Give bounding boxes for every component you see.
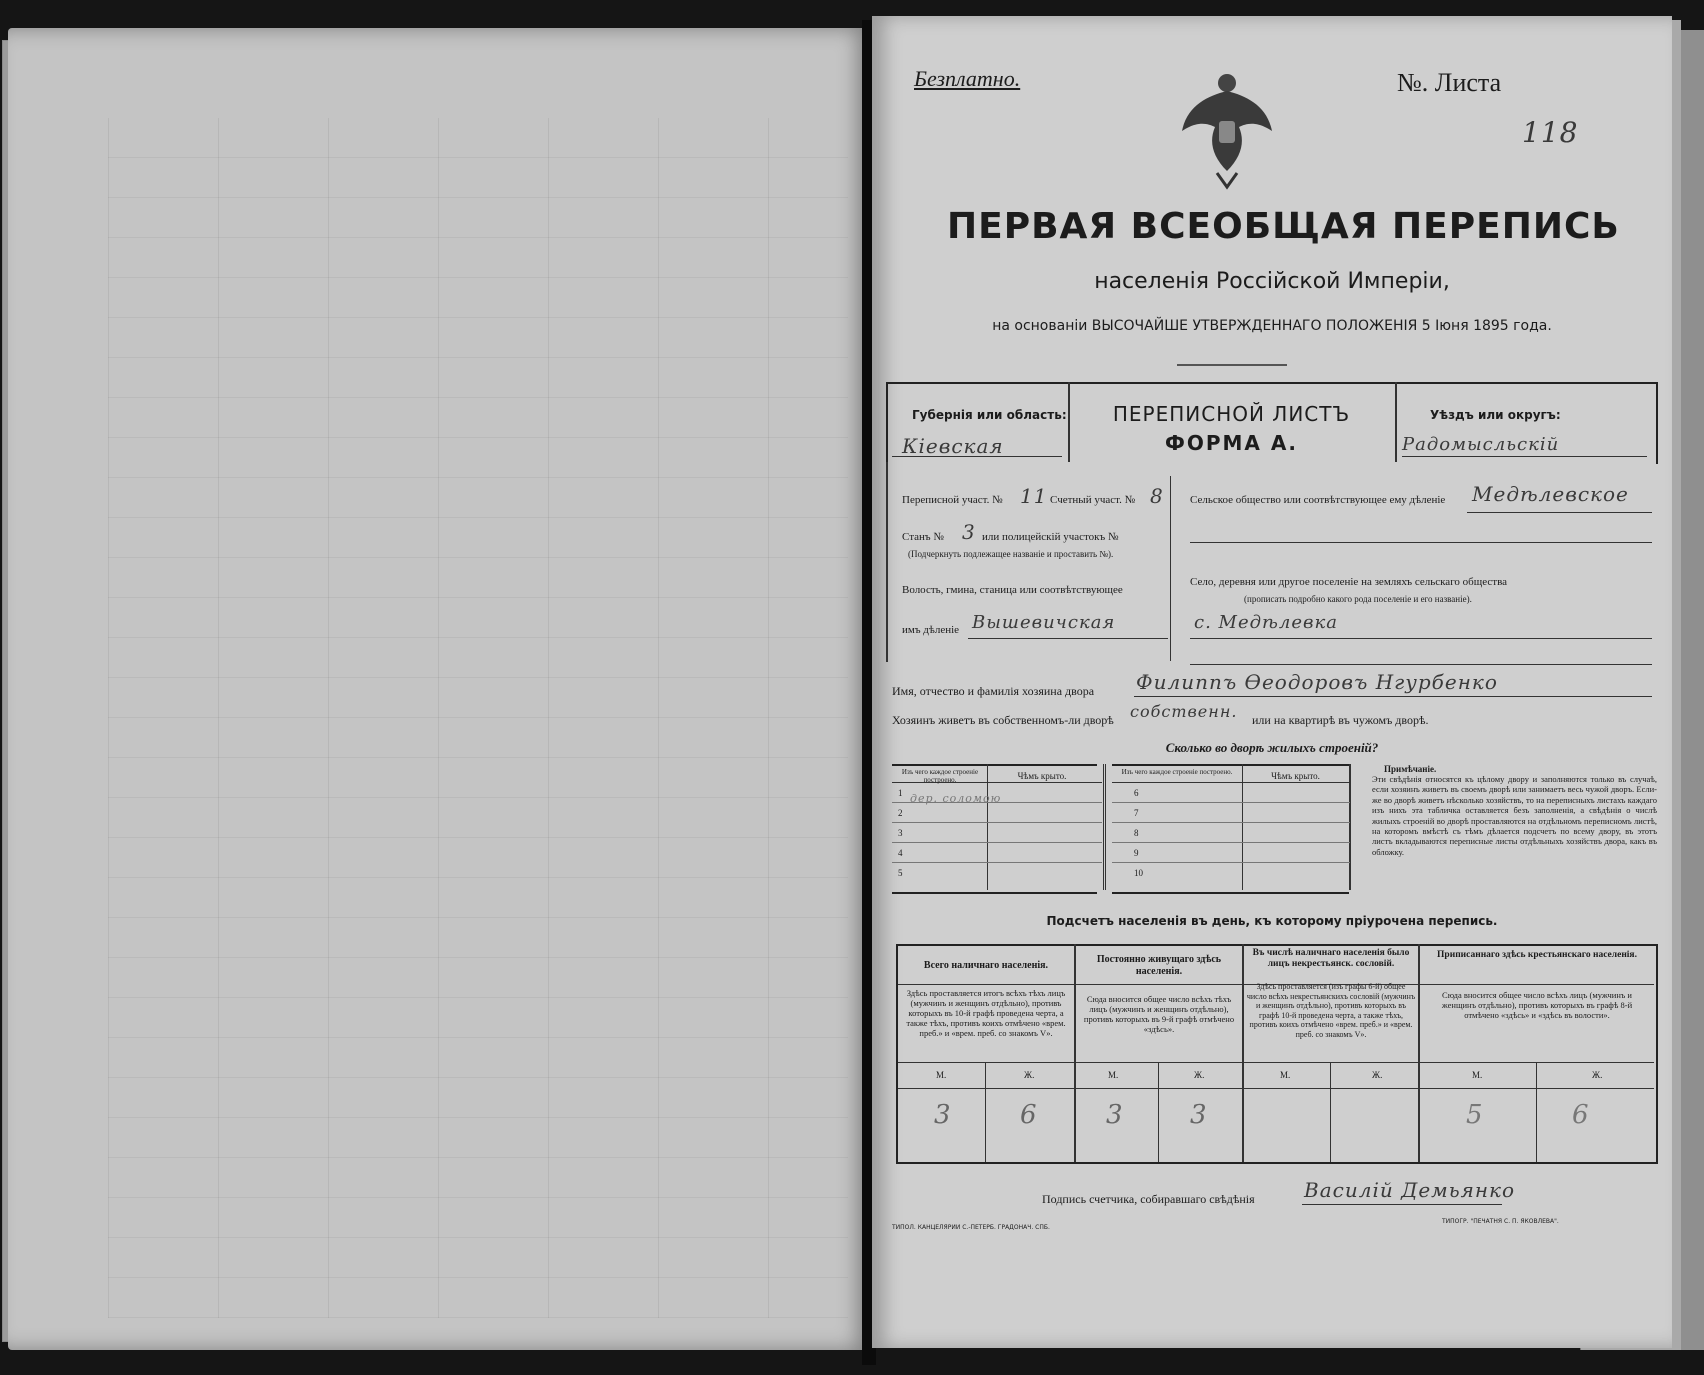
count-f-value: 6	[1572, 1100, 1590, 1130]
village-underline-1	[1190, 638, 1652, 639]
volost-label: Волость, гмина, станица или соотвѣтствующее	[902, 584, 1123, 596]
count-f-label: Ж.	[1372, 1070, 1383, 1080]
underline-note: (Подчеркнуть подлежащее названіе и проставить №).	[908, 549, 1114, 559]
count-m-label: М.	[1280, 1070, 1291, 1080]
note-text: Эти свѣдѣнія относятся къ цѣлому двору и заполняются только въ случаѣ, если хозяинъ живетъ въ своемъ дворѣ или занимаетъ весь чужой дворъ. Если-же во дворѣ живетъ нѣсколько хозяйствъ, то на переписныхъ листахъ каждаго изъ нихъ эта табличка оставляется безъ заполненія, а свѣдѣнія о числѣ жилыхъ строеній во дворѣ проставляются на отдѣльномъ переписномъ листѣ, на которомъ вмѣстѣ съ тѣмъ дѣлается подсчетъ по всему двору, въ этотъ листъ вкладываются переписные листы отдѣльныхъ хозяйствъ двора, какъ въ обложку.	[1372, 774, 1657, 857]
census-form-page	[872, 16, 1672, 1348]
ornament-divider	[1177, 364, 1287, 366]
count-f-label: Ж.	[1592, 1070, 1603, 1080]
buildings-row-line	[1112, 862, 1350, 863]
details-divider	[1170, 476, 1171, 661]
count-col-header: Всего наличнаго населенія.	[923, 960, 1049, 971]
count-mf-divider	[1330, 1062, 1331, 1162]
uezd-value: Радомысльскій	[1402, 434, 1560, 455]
details-left-border	[886, 462, 888, 662]
stan-suffix: или полицейскій участокъ №	[982, 531, 1119, 543]
count-m-label: М.	[1108, 1070, 1119, 1080]
buildings-table-right	[1112, 764, 1349, 894]
count-mf-divider	[1536, 1062, 1537, 1162]
count-m-label: М.	[1472, 1070, 1483, 1080]
buildings-col-material-left: Изъ чего каждое строеніе построено.	[901, 768, 979, 784]
left-page	[8, 28, 872, 1350]
count-col-desc: Сюда вносится общее число всѣхъ лицъ (мужчинъ и женщинъ отдѣльно), противъ которыхъ въ графѣ 8-й отмѣчено «здѣсь» и «здѣсь въ волости».	[1441, 990, 1633, 1020]
buildings-row-line	[892, 822, 1102, 823]
counting-district-label: Счетный участ. №	[1050, 494, 1136, 506]
buildings-question: Сколько во дворѣ жилыхъ строеній?	[1165, 740, 1379, 755]
village-label: Село, деревня или другое поселеніе на земляхъ сельскаго общества	[1190, 576, 1508, 588]
count-f-value: 6	[1020, 1100, 1038, 1130]
buildings-col-roof-right: Чѣмъ крыто.	[1271, 771, 1320, 781]
village-value: с. Медѣлевка	[1194, 612, 1338, 633]
buildings-col-material-right: Изъ чего каждое строеніе построено.	[1121, 768, 1233, 776]
count-col-divider	[1242, 944, 1244, 1162]
uezd-label: Уѣздъ или округъ:	[1430, 408, 1561, 422]
owner-value: Филиппъ Өеодоровъ Нгурбенко	[1136, 670, 1498, 694]
village-note: (прописать подробно какого рода поселеніе и его названіе).	[1244, 594, 1472, 604]
count-col-divider	[1074, 944, 1076, 1162]
buildings-row-number: 4	[898, 848, 903, 858]
buildings-row-line	[892, 802, 1102, 803]
count-col-desc: Здѣсь проставляется итогъ всѣхъ тѣхъ лицъ (мужчинъ и женщинъ отдѣльно), противъ которыхъ въ 10-й графѣ проведена черта, а также тѣхъ, противъ коихъ отмѣчено «врем. преб.» и «врем. преб. со знакомъ V».	[906, 988, 1066, 1038]
census-subtitle: населенія Россійской Имперіи,	[1094, 269, 1450, 294]
count-mf-line-bottom	[898, 1088, 1654, 1089]
society-label: Сельское общество или соотвѣтствующее ему дѣленіе	[1190, 494, 1446, 506]
count-mf-divider	[985, 1062, 986, 1162]
owner-underline	[1134, 696, 1652, 697]
census-district-label: Переписной участ. №	[902, 494, 1003, 506]
count-col-header: Въ числѣ наличнаго населенія было лицъ некрестьянск. сословій.	[1252, 948, 1410, 969]
buildings-row-number: 5	[898, 868, 903, 878]
count-mf-divider	[1158, 1062, 1159, 1162]
buildings-row1-value: дер. соломою	[910, 792, 1002, 805]
buildings-row-number: 8	[1134, 828, 1139, 838]
count-col-header: Приписаннаго здѣсь крестьянскаго населенія.	[1437, 950, 1637, 960]
buildings-row-number: 1	[898, 788, 903, 798]
stan-label: Станъ №	[902, 531, 944, 543]
society-value: Медѣлевское	[1472, 482, 1629, 506]
volost-value: Вышевичская	[972, 612, 1116, 633]
count-mf-line	[898, 1062, 1654, 1063]
count-col-desc: Сюда вносится общее число всѣхъ тѣхъ лицъ (мужчинъ и женщинъ отдѣльно), противъ которыхъ въ 9-й графѣ отмѣчено «здѣсь».	[1083, 994, 1235, 1034]
sheet-number-label: №. Листа	[1397, 68, 1502, 97]
volost-underline	[968, 638, 1168, 639]
census-basis: на основаніи ВЫСОЧАЙШЕ УТВЕРЖДЕННАГО ПОЛОЖЕНІЯ 5 Іюня 1895 года.	[992, 318, 1552, 334]
stan-value: 3	[962, 520, 976, 544]
free-label: Безплатно.	[914, 66, 1021, 91]
count-f-label: Ж.	[1024, 1070, 1035, 1080]
sheet-number-value: 118	[1522, 116, 1579, 149]
lives-label: Хозяинъ живетъ въ собственномъ-ли дворѣ	[892, 713, 1114, 727]
count-col-header: Постоянно живущаго здѣсь населенія.	[1096, 954, 1222, 977]
signature-label: Подпись счетчика, собиравшаго свѣдѣнія	[1042, 1192, 1255, 1206]
count-f-value: 3	[1190, 1100, 1208, 1130]
left-page-grid	[108, 118, 848, 1318]
double-headed-eagle-emblem	[1177, 61, 1277, 191]
lives-suffix: или на квартирѣ въ чужомъ дворѣ.	[1252, 713, 1429, 727]
count-f-label: Ж.	[1194, 1070, 1205, 1080]
buildings-row-number: 7	[1134, 808, 1139, 818]
printer-left: ТИПОЛ. КАНЦЕЛЯРИИ С.-ПЕТЕРБ. ГРАДОНАЧ. СПБ.	[892, 1224, 1050, 1231]
buildings-row-number: 2	[898, 808, 903, 818]
buildings-row-line	[892, 842, 1102, 843]
buildings-table-center-divider	[1103, 764, 1106, 890]
buildings-row-line	[1112, 802, 1350, 803]
count-col-divider	[1418, 944, 1420, 1162]
society-underline-2	[1190, 542, 1652, 543]
count-title: Подсчетъ населенія въ день, къ которому пріурочена перепись.	[1046, 914, 1498, 928]
buildings-row-line	[1112, 822, 1350, 823]
counting-district-value: 8	[1150, 484, 1164, 508]
count-col-desc: Здѣсь проставляется (изъ графы 6-й) общее число всѣхъ некрестьянскихъ сословій (мужчинъ и женщинъ отдѣльно), противъ которыхъ въ графѣ 10-й проведена черта, а также тѣхъ, противъ коихъ отмѣчено «врем. преб.» и «врем. преб. со знакомъ V».	[1246, 982, 1416, 1039]
buildings-col-roof-left: Чѣмъ крыто.	[1017, 771, 1067, 781]
count-m-value: 3	[1106, 1100, 1124, 1130]
census-district-value: 11	[1020, 484, 1048, 508]
form-title: ПЕРЕПИСНОЙ ЛИСТЪ	[1112, 402, 1351, 426]
owner-label: Имя, отчество и фамилія хозяина двора	[892, 684, 1095, 698]
form-header-divider-right	[1395, 382, 1397, 462]
guberniya-underline	[892, 456, 1062, 457]
buildings-row-number: 9	[1134, 848, 1139, 858]
lives-value: собственн.	[1130, 702, 1238, 721]
printer-right: ТИПОГР. "ПЕЧАТНЯ С. П. ЯКОВЛЕВА".	[1442, 1218, 1559, 1225]
count-m-label: М.	[936, 1070, 947, 1080]
buildings-row-number: 10	[1134, 868, 1143, 878]
note-title: Примѣчаніе.	[1384, 764, 1437, 774]
census-title: ПЕРВАЯ ВСЕОБЩАЯ ПЕРЕПИСЬ	[947, 206, 1620, 247]
guberniya-value: Кіевская	[902, 434, 1004, 458]
buildings-header-line-right	[1112, 782, 1350, 783]
form-subtitle: ФОРМА А.	[1165, 431, 1298, 455]
volost-label-2: имъ дѣленіе	[902, 624, 960, 636]
count-table	[896, 944, 1658, 1164]
signature-value: Василій Демьянко	[1304, 1178, 1516, 1202]
guberniya-label: Губернія или область:	[912, 408, 1067, 422]
uezd-underline	[1402, 456, 1647, 457]
buildings-row-line	[1112, 842, 1350, 843]
society-underline-1	[1467, 512, 1652, 513]
count-m-value: 5	[1466, 1100, 1484, 1130]
buildings-row-line	[892, 862, 1102, 863]
buildings-row-number: 3	[898, 828, 903, 838]
buildings-row-number: 6	[1134, 788, 1139, 798]
signature-underline	[1302, 1204, 1502, 1205]
count-m-value: 3	[934, 1100, 952, 1130]
village-underline-2	[1190, 664, 1652, 665]
